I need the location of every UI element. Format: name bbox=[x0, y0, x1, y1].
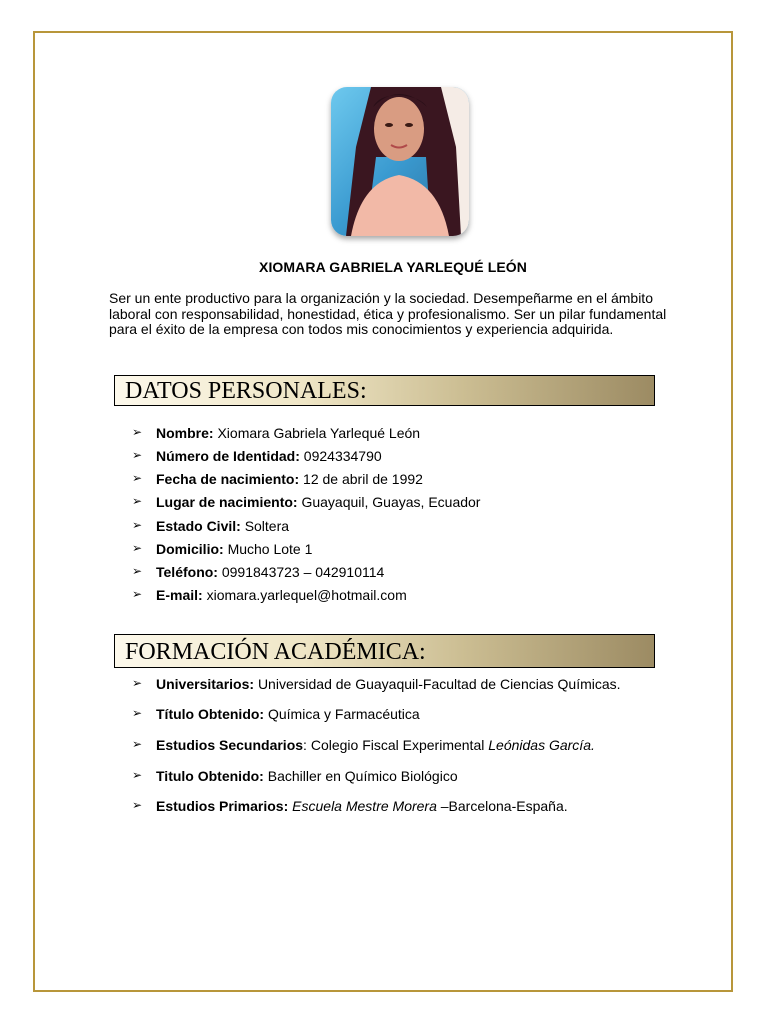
list-item bbox=[132, 768, 458, 784]
bullet-arrow-icon: ➢ bbox=[132, 587, 143, 601]
item-value: Bachiller en Químico Biológico bbox=[267, 768, 458, 784]
item-label: Nombre: bbox=[156, 425, 214, 441]
item-label: Lugar de nacimiento: bbox=[156, 494, 298, 510]
item-label: Estado Civil: bbox=[156, 518, 241, 534]
item-separator: : bbox=[303, 737, 307, 753]
bullet-arrow-icon: ➢ bbox=[132, 768, 143, 782]
list-item bbox=[132, 676, 621, 692]
item-value: 0991843723 – 042910114 bbox=[221, 564, 385, 580]
bullet-arrow-icon: ➢ bbox=[132, 518, 143, 532]
item-label: Estudios Primarios: bbox=[156, 798, 289, 814]
item-label: Universitarios: bbox=[156, 676, 255, 692]
bullet-arrow-icon: ➢ bbox=[132, 798, 143, 812]
item-label: E-mail: bbox=[156, 587, 203, 603]
item-value: xiomara.yarlequel@hotmail.com bbox=[206, 587, 407, 603]
item-value: 0924334790 bbox=[303, 448, 382, 464]
item-value: Soltera bbox=[244, 518, 290, 534]
bullet-arrow-icon: ➢ bbox=[132, 541, 143, 555]
profile-photo bbox=[331, 87, 469, 236]
item-value: Química y Farmacéutica bbox=[267, 706, 420, 722]
bullet-arrow-icon: ➢ bbox=[132, 448, 143, 462]
bullet-arrow-icon: ➢ bbox=[132, 676, 143, 690]
item-value: Universidad de Guayaquil-Facultad de Ciencias Químicas. bbox=[257, 676, 621, 692]
item-label: Teléfono: bbox=[156, 564, 218, 580]
item-label: Domicilio: bbox=[156, 541, 224, 557]
list-item bbox=[132, 541, 313, 557]
item-value: Colegio Fiscal Experimental bbox=[310, 737, 485, 753]
item-value: Mucho Lote 1 bbox=[227, 541, 313, 557]
candidate-name: XIOMARA GABRIELA YARLEQUÉ LEÓN bbox=[259, 259, 527, 275]
item-value-italic: Leónidas García. bbox=[488, 737, 595, 753]
list-item bbox=[132, 587, 407, 603]
section-header-datos-personales: DATOS PERSONALES: bbox=[114, 375, 655, 406]
item-label: Titulo Obtenido: bbox=[156, 768, 264, 784]
item-label: Fecha de nacimiento: bbox=[156, 471, 300, 487]
bullet-arrow-icon: ➢ bbox=[132, 471, 143, 485]
list-item bbox=[132, 798, 568, 814]
item-value: Xiomara Gabriela Yarlequé León bbox=[217, 425, 421, 441]
list-item bbox=[132, 564, 385, 580]
list-item bbox=[132, 494, 481, 510]
list-item bbox=[132, 448, 382, 464]
item-value: Guayaquil, Guayas, Ecuador bbox=[301, 494, 481, 510]
item-label: Título Obtenido: bbox=[156, 706, 265, 722]
item-label: Número de Identidad: bbox=[156, 448, 300, 464]
list-item bbox=[132, 471, 423, 487]
bullet-arrow-icon: ➢ bbox=[132, 425, 143, 439]
item-value-italic: Escuela Mestre Morera bbox=[292, 798, 437, 814]
bullet-arrow-icon: ➢ bbox=[132, 564, 143, 578]
bullet-arrow-icon: ➢ bbox=[132, 737, 143, 751]
item-value: 12 de abril de 1992 bbox=[303, 471, 423, 487]
item-label: Estudios Secundarios bbox=[156, 737, 304, 753]
list-item bbox=[132, 706, 420, 722]
list-item bbox=[132, 737, 595, 753]
list-item bbox=[132, 518, 290, 534]
bullet-arrow-icon: ➢ bbox=[132, 494, 143, 508]
bullet-arrow-icon: ➢ bbox=[132, 706, 143, 720]
section-header-formacion-academica: FORMACIÓN ACADÉMICA: bbox=[114, 634, 655, 668]
item-value: –Barcelona-España. bbox=[440, 798, 568, 814]
list-item bbox=[132, 425, 421, 441]
objective-text: Ser un ente productivo para la organización y la sociedad. Desempeñarme en el ámbito laboral con responsabilidad, honestidad, ética y profesionalismo. Ser un pilar fundamental para el éxito de la empresa con todos mis conocimientos y experiencia adquirida. bbox=[109, 290, 667, 338]
